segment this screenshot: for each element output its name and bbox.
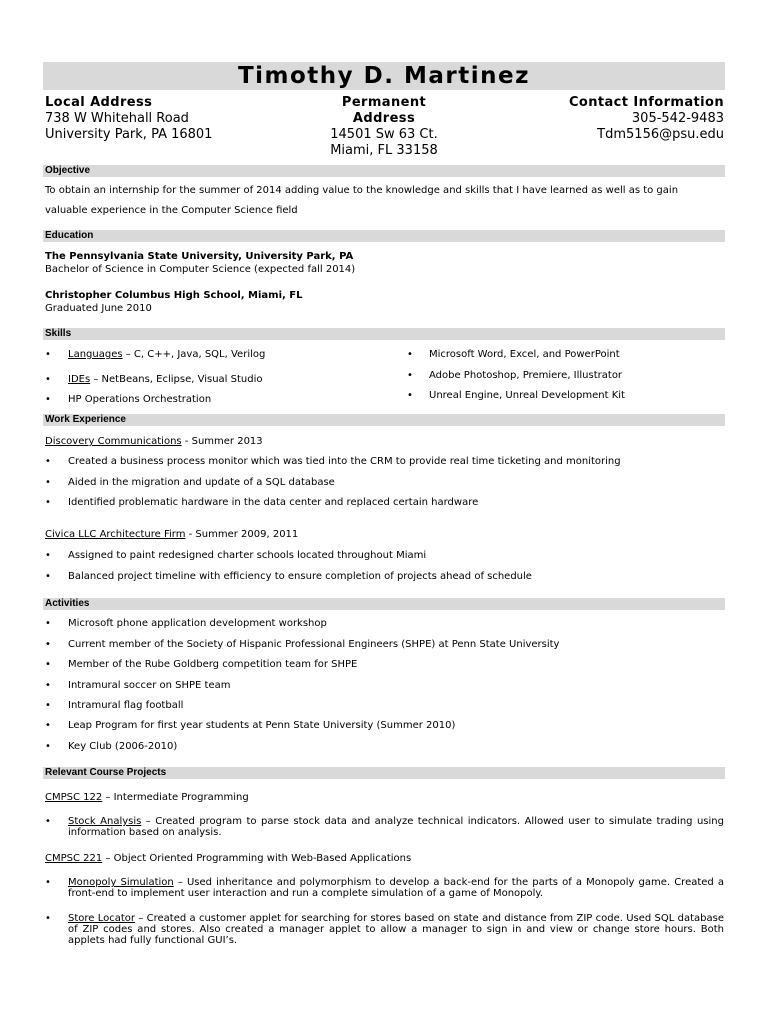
education-degree2: Graduated June 2010 <box>45 303 152 314</box>
bullet: • <box>45 394 51 405</box>
bullet: • <box>45 816 51 827</box>
course2-project1-label: Monopoly Simulation <box>68 877 174 888</box>
job1-bullet1: Created a business process monitor which was tied into the CRM to provide real time ticketing and monitoring <box>68 456 621 467</box>
education-school2: Christopher Columbus High School, Miami, FL <box>45 290 303 301</box>
skill-languages-text: – C, C++, Java, SQL, Verilog <box>122 349 266 360</box>
activities-heading: Activities <box>43 598 725 610</box>
course2-title <box>45 853 411 865</box>
bullet: • <box>45 639 51 650</box>
course2-name: – Object Oriented Programming with Web-Based Applications <box>102 853 412 864</box>
skill-adobe: Adobe Photoshop, Premiere, Illustrator <box>429 370 623 381</box>
permanent-address-block <box>314 95 454 159</box>
job2-bullet2: Balanced project timeline with efficiency to ensure completion of projects ahead of schedule <box>68 571 532 582</box>
course1-project1-text: – Created program to parse stock data and analyze technical indicators. Allowed user to simulate trading using information based on analysis. <box>68 816 724 838</box>
course1-code: CMPSC 122 <box>45 792 103 803</box>
job2-name: Civica LLC Architecture Firm <box>45 529 186 540</box>
local-address-line1: 738 W Whitehall Road <box>45 111 189 126</box>
permanent-address-line2: Miami, FL 33158 <box>330 143 438 158</box>
course2-project2-text: – Created a customer applet for searching for stores based on state and distance from ZIP code. Used SQL database of ZIP codes and stores. Also created a manager applet to allow a manager to sign in and view or change store hours. Both applets had fully functional GUI’s. <box>68 913 724 946</box>
bullet: • <box>45 680 51 691</box>
permanent-address-line1: 14501 Sw 63 Ct. <box>330 127 438 142</box>
job1-title <box>45 436 263 448</box>
bullet: • <box>45 913 51 924</box>
contact-heading: Contact Information <box>568 95 724 110</box>
courses-heading: Relevant Course Projects <box>43 767 725 779</box>
activity-item: Intramural soccer on SHPE team <box>68 680 231 691</box>
activity-item: Member of the Rube Goldberg competition team for SHPE <box>68 659 358 670</box>
skill-ides-text: – NetBeans, Eclipse, Visual Studio <box>90 374 263 385</box>
contact-block <box>569 95 724 143</box>
bullet: • <box>45 497 51 508</box>
objective-line1: To obtain an internship for the summer of 2014 adding value to the knowledge and skills that I have learned as well as to gain <box>45 185 679 196</box>
bullet: • <box>45 700 51 711</box>
course2-project2-label: Store Locator <box>68 913 136 924</box>
skill-languages-label: Languages <box>68 349 123 360</box>
job1-name: Discovery Communications <box>45 436 182 447</box>
skill-unreal: Unreal Engine, Unreal Development Kit <box>429 390 625 401</box>
course1-title <box>45 792 249 804</box>
education-heading: Education <box>43 230 725 242</box>
bullet: • <box>407 349 413 360</box>
bullet: • <box>45 550 51 561</box>
job1-bullet3: Identified problematic hardware in the data center and replaced certain hardware <box>68 497 479 508</box>
skill-languages <box>68 349 265 361</box>
bullet: • <box>407 390 413 401</box>
course2-project1 <box>68 877 724 899</box>
bullet: • <box>45 618 51 629</box>
bullet: • <box>45 374 51 385</box>
job2-title <box>45 529 298 541</box>
permanent-address-heading: Permanent Address <box>341 95 427 126</box>
bullet: • <box>45 571 51 582</box>
skill-ides <box>68 374 262 386</box>
skills-heading: Skills <box>43 328 725 340</box>
bullet: • <box>45 877 51 888</box>
activity-item: Current member of the Society of Hispanic Professional Engineers (SHPE) at Penn State University <box>68 639 560 650</box>
local-address-line2: University Park, PA 16801 <box>45 127 213 142</box>
activity-item: Leap Program for first year students at Penn State University (Summer 2010) <box>68 720 456 731</box>
course1-project1 <box>68 816 724 838</box>
bullet: • <box>45 659 51 670</box>
contact-phone: 305-542-9483 <box>631 111 724 126</box>
course2-project1-text: – Used inheritance and polymorphism to develop a back-end for the parts of a Monopoly game. Created a front-end to implement user interaction and run a complete simulation of a game of Monopoly. <box>68 877 725 899</box>
job1-bullet2: Aided in the migration and update of a SQL database <box>68 477 335 488</box>
skill-hp: HP Operations Orchestration <box>68 394 212 405</box>
resume-name: Timothy D. Martinez <box>43 62 725 90</box>
education-school1: The Pennsylvania State University, University Park, PA <box>45 251 354 262</box>
work-heading: Work Experience <box>43 414 725 426</box>
bullet: • <box>45 349 51 360</box>
bullet: • <box>45 456 51 467</box>
skill-ms: Microsoft Word, Excel, and PowerPoint <box>429 349 620 360</box>
activity-item: Microsoft phone application development workshop <box>68 618 327 629</box>
objective-line2: valuable experience in the Computer Science field <box>45 205 298 216</box>
bullet: • <box>407 370 413 381</box>
local-address-block <box>45 95 212 143</box>
activity-item: Intramural flag football <box>68 700 184 711</box>
bullet: • <box>45 720 51 731</box>
job2-date: - Summer 2009, 2011 <box>185 529 299 540</box>
contact-email: Tdm5156@psu.edu <box>597 127 724 142</box>
job1-date: - Summer 2013 <box>181 436 263 447</box>
course2-project2 <box>68 913 724 946</box>
objective-heading: Objective <box>43 165 725 177</box>
activity-item: Key Club (2006-2010) <box>68 741 178 752</box>
course1-name: – Intermediate Programming <box>102 792 249 803</box>
bullet: • <box>45 477 51 488</box>
education-degree1: Bachelor of Science in Computer Science (expected fall 2014) <box>45 264 356 275</box>
bullet: • <box>45 741 51 752</box>
course1-project1-label: Stock Analysis <box>68 816 142 827</box>
skill-ides-label: IDEs <box>68 374 91 385</box>
course2-code: CMPSC 221 <box>45 853 103 864</box>
local-address-heading: Local Address <box>45 95 153 110</box>
job2-bullet1: Assigned to paint redesigned charter schools located throughout Miami <box>68 550 427 561</box>
